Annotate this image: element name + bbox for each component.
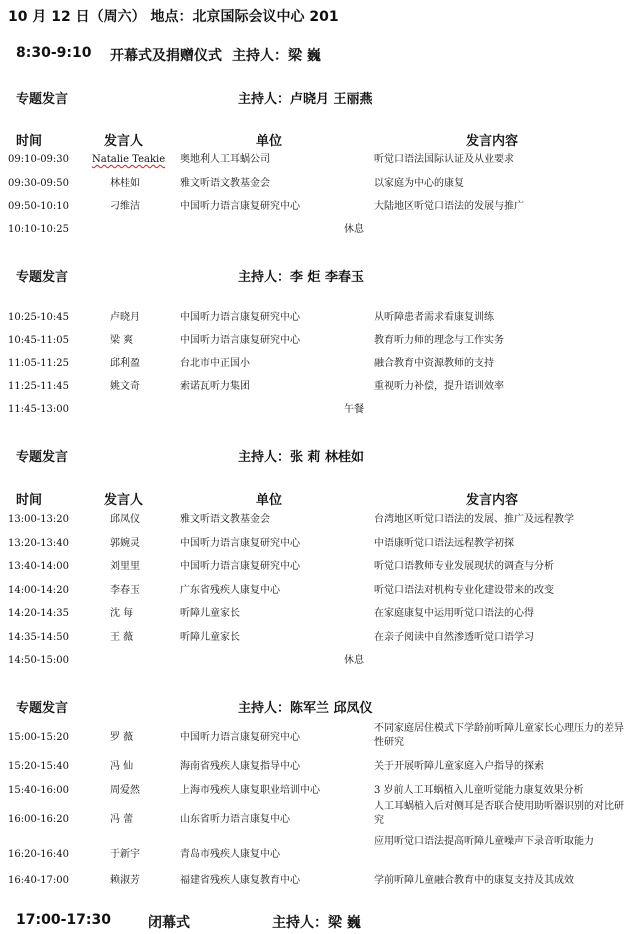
- section-1-host: 主持人：卢晓月 王丽燕: [238, 92, 373, 107]
- section-4-host: 主持人：陈军兰 邱凤仪: [238, 701, 373, 716]
- row-org: 雅文听语文教基金会: [180, 178, 270, 189]
- row-org: 中国听力语言康复研究中心: [180, 538, 300, 549]
- row-topic: 学前听障儿童融合教育中的康复支持及其成效: [374, 875, 574, 886]
- row-topic: 从听障患者需求看康复训练: [374, 312, 494, 323]
- closing-host: 主持人：梁 巍: [272, 915, 361, 931]
- row-speaker: 赖淑芳: [110, 875, 140, 886]
- col-header-org: 单位: [256, 493, 283, 508]
- row-org: 雅文听语文教基金会: [180, 514, 270, 525]
- row-time: 13:40-14:00: [8, 561, 70, 572]
- row-time: 15:40-16:00: [8, 785, 70, 796]
- section-2-title: 专题发言: [16, 270, 69, 285]
- row-speaker: 邱利盈: [110, 358, 140, 369]
- closing-title: 闭幕式: [148, 915, 190, 931]
- row-speaker: 邱凤仪: [110, 514, 140, 525]
- col-header-time: 时间: [16, 493, 43, 508]
- row-speaker: 梁 爽: [110, 335, 134, 346]
- row-speaker: 冯 蕾: [110, 814, 134, 825]
- section-3-title: 专题发言: [16, 450, 69, 465]
- row-time: 11:05-11:25: [8, 358, 70, 369]
- row-time: 15:00-15:20: [8, 732, 70, 743]
- section-4-title: 专题发言: [16, 701, 69, 716]
- section-1-title: 专题发言: [16, 92, 69, 107]
- row-time: 10:45-11:05: [8, 335, 70, 346]
- break-time: 10:10-10:25: [8, 224, 70, 235]
- row-time: 14:20-14:35: [8, 608, 70, 619]
- row-org: 索诺瓦听力集团: [180, 381, 250, 392]
- row-topic: 教育听力师的理念与工作实务: [374, 335, 504, 346]
- row-speaker: 林桂如: [110, 178, 140, 189]
- break-label: 午餐: [344, 404, 364, 415]
- row-topic: 台湾地区听觉口语法的发展、推广及远程教学: [374, 514, 574, 525]
- row-topic: 在家庭康复中运用听觉口语法的心得: [374, 608, 534, 619]
- row-time: 16:40-17:00: [8, 875, 70, 886]
- col-header-topic: 发言内容: [466, 134, 519, 149]
- break-time: 14:50-15:00: [8, 655, 70, 666]
- row-speaker: 冯 仙: [110, 761, 134, 772]
- row-time: 16:00-16:20: [8, 814, 70, 825]
- row-topic: 3 岁前人工耳蜗植入儿童听觉能力康复效果分析: [374, 785, 584, 796]
- row-org: 中国听力语言康复研究中心: [180, 561, 300, 572]
- row-org: 上海市残疾人康复职业培训中心: [180, 785, 320, 796]
- row-org: 听障儿童家长: [180, 632, 240, 643]
- row-time: 09:50-10:10: [8, 201, 70, 212]
- row-speaker: 于新宇: [110, 849, 140, 860]
- row-org: 听障儿童家长: [180, 608, 240, 619]
- row-topic: 听觉口语教师专业发展现状的调查与分析: [374, 561, 554, 572]
- row-topic: 中语康听觉口语法远程教学初探: [374, 538, 514, 549]
- row-time: 13:00-13:20: [8, 514, 70, 525]
- row-speaker: 卢晓月: [110, 312, 140, 323]
- row-topic: 以家庭为中心的康复: [374, 178, 464, 189]
- row-org: 中国听力语言康复研究中心: [180, 201, 300, 212]
- row-time: 11:25-11:45: [8, 381, 70, 392]
- row-topic: 听觉口语法对机构专业化建设带来的改变: [374, 585, 554, 596]
- row-org: 台北市中正国小: [180, 358, 250, 369]
- row-topic: 不同家庭居住模式下学龄前听障儿童家长心理压力的差异性研究: [374, 723, 624, 748]
- break-label: 休息: [344, 224, 364, 235]
- row-topic: 大陆地区听觉口语法的发展与推广: [374, 201, 524, 212]
- opening-host: 主持人：梁 巍: [232, 48, 321, 64]
- date-location-line: 10 月 12 日（周六） 地点：北京国际会议中心 201: [8, 9, 339, 25]
- col-header-org: 单位: [256, 134, 283, 149]
- row-topic: 在亲子阅读中自然渗透听觉口语学习: [374, 632, 534, 643]
- col-header-speaker: 发言人: [104, 493, 144, 508]
- row-time: 09:10-09:30: [8, 154, 70, 165]
- row-speaker: 李春玉: [110, 585, 140, 596]
- row-topic: 听觉口语法国际认证及从业要求: [374, 154, 514, 165]
- row-topic: 应用听觉口语法提高听障儿童噪声下录音听取能力: [374, 836, 594, 847]
- row-time: 14:35-14:50: [8, 632, 70, 643]
- row-time: 14:00-14:20: [8, 585, 70, 596]
- row-org: 广东省残疾人康复中心: [180, 585, 280, 596]
- section-3-host: 主持人：张 莉 林桂如: [238, 450, 365, 465]
- row-org: 中国听力语言康复研究中心: [180, 312, 300, 323]
- break-label: 休息: [344, 655, 364, 666]
- row-time: 13:20-13:40: [8, 538, 70, 549]
- row-org: 奥地利人工耳蜗公司: [180, 154, 270, 165]
- opening-time: 8:30-9:10: [16, 45, 92, 61]
- row-org: 中国听力语言康复研究中心: [180, 335, 300, 346]
- row-topic: 重视听力补偿，提升语训效率: [374, 381, 504, 392]
- row-speaker: 姚文奇: [110, 381, 140, 392]
- row-org: 青岛市残疾人康复中心: [180, 849, 280, 860]
- col-header-topic: 发言内容: [466, 493, 519, 508]
- row-time: 10:25-10:45: [8, 312, 70, 323]
- row-speaker: 罗 薇: [110, 732, 134, 743]
- row-time: 15:20-15:40: [8, 761, 70, 772]
- row-speaker: 刘里里: [110, 561, 140, 572]
- row-speaker: 刁维洁: [110, 201, 140, 212]
- row-speaker: 郭婉灵: [110, 538, 140, 549]
- row-org: 福建省残疾人康复教育中心: [180, 875, 300, 886]
- row-org: 山东省听力语言康复中心: [180, 814, 290, 825]
- row-org: 海南省残疾人康复指导中心: [180, 761, 300, 772]
- row-speaker: Natalie Teakie: [92, 154, 166, 165]
- row-topic: 关于开展听障儿童家庭入户指导的探索: [374, 761, 544, 772]
- break-time: 11:45-13:00: [8, 404, 70, 415]
- section-2-host: 主持人：李 炬 李春玉: [238, 270, 365, 285]
- row-topic: 人工耳蜗植入后对侧耳是否联合使用助听器识别的对比研究: [374, 801, 624, 826]
- row-time: 16:20-16:40: [8, 849, 70, 860]
- row-time: 09:30-09:50: [8, 178, 70, 189]
- row-speaker: 周爱然: [110, 785, 140, 796]
- col-header-time: 时间: [16, 134, 43, 149]
- row-org: 中国听力语言康复研究中心: [180, 732, 300, 743]
- row-speaker: 王 薇: [110, 632, 134, 643]
- row-topic: 融合教育中资源教师的支持: [374, 358, 494, 369]
- row-speaker: 沈 每: [110, 608, 134, 619]
- closing-time: 17:00-17:30: [16, 912, 111, 928]
- col-header-speaker: 发言人: [104, 134, 144, 149]
- opening-title: 开幕式及捐赠仪式: [110, 48, 222, 64]
